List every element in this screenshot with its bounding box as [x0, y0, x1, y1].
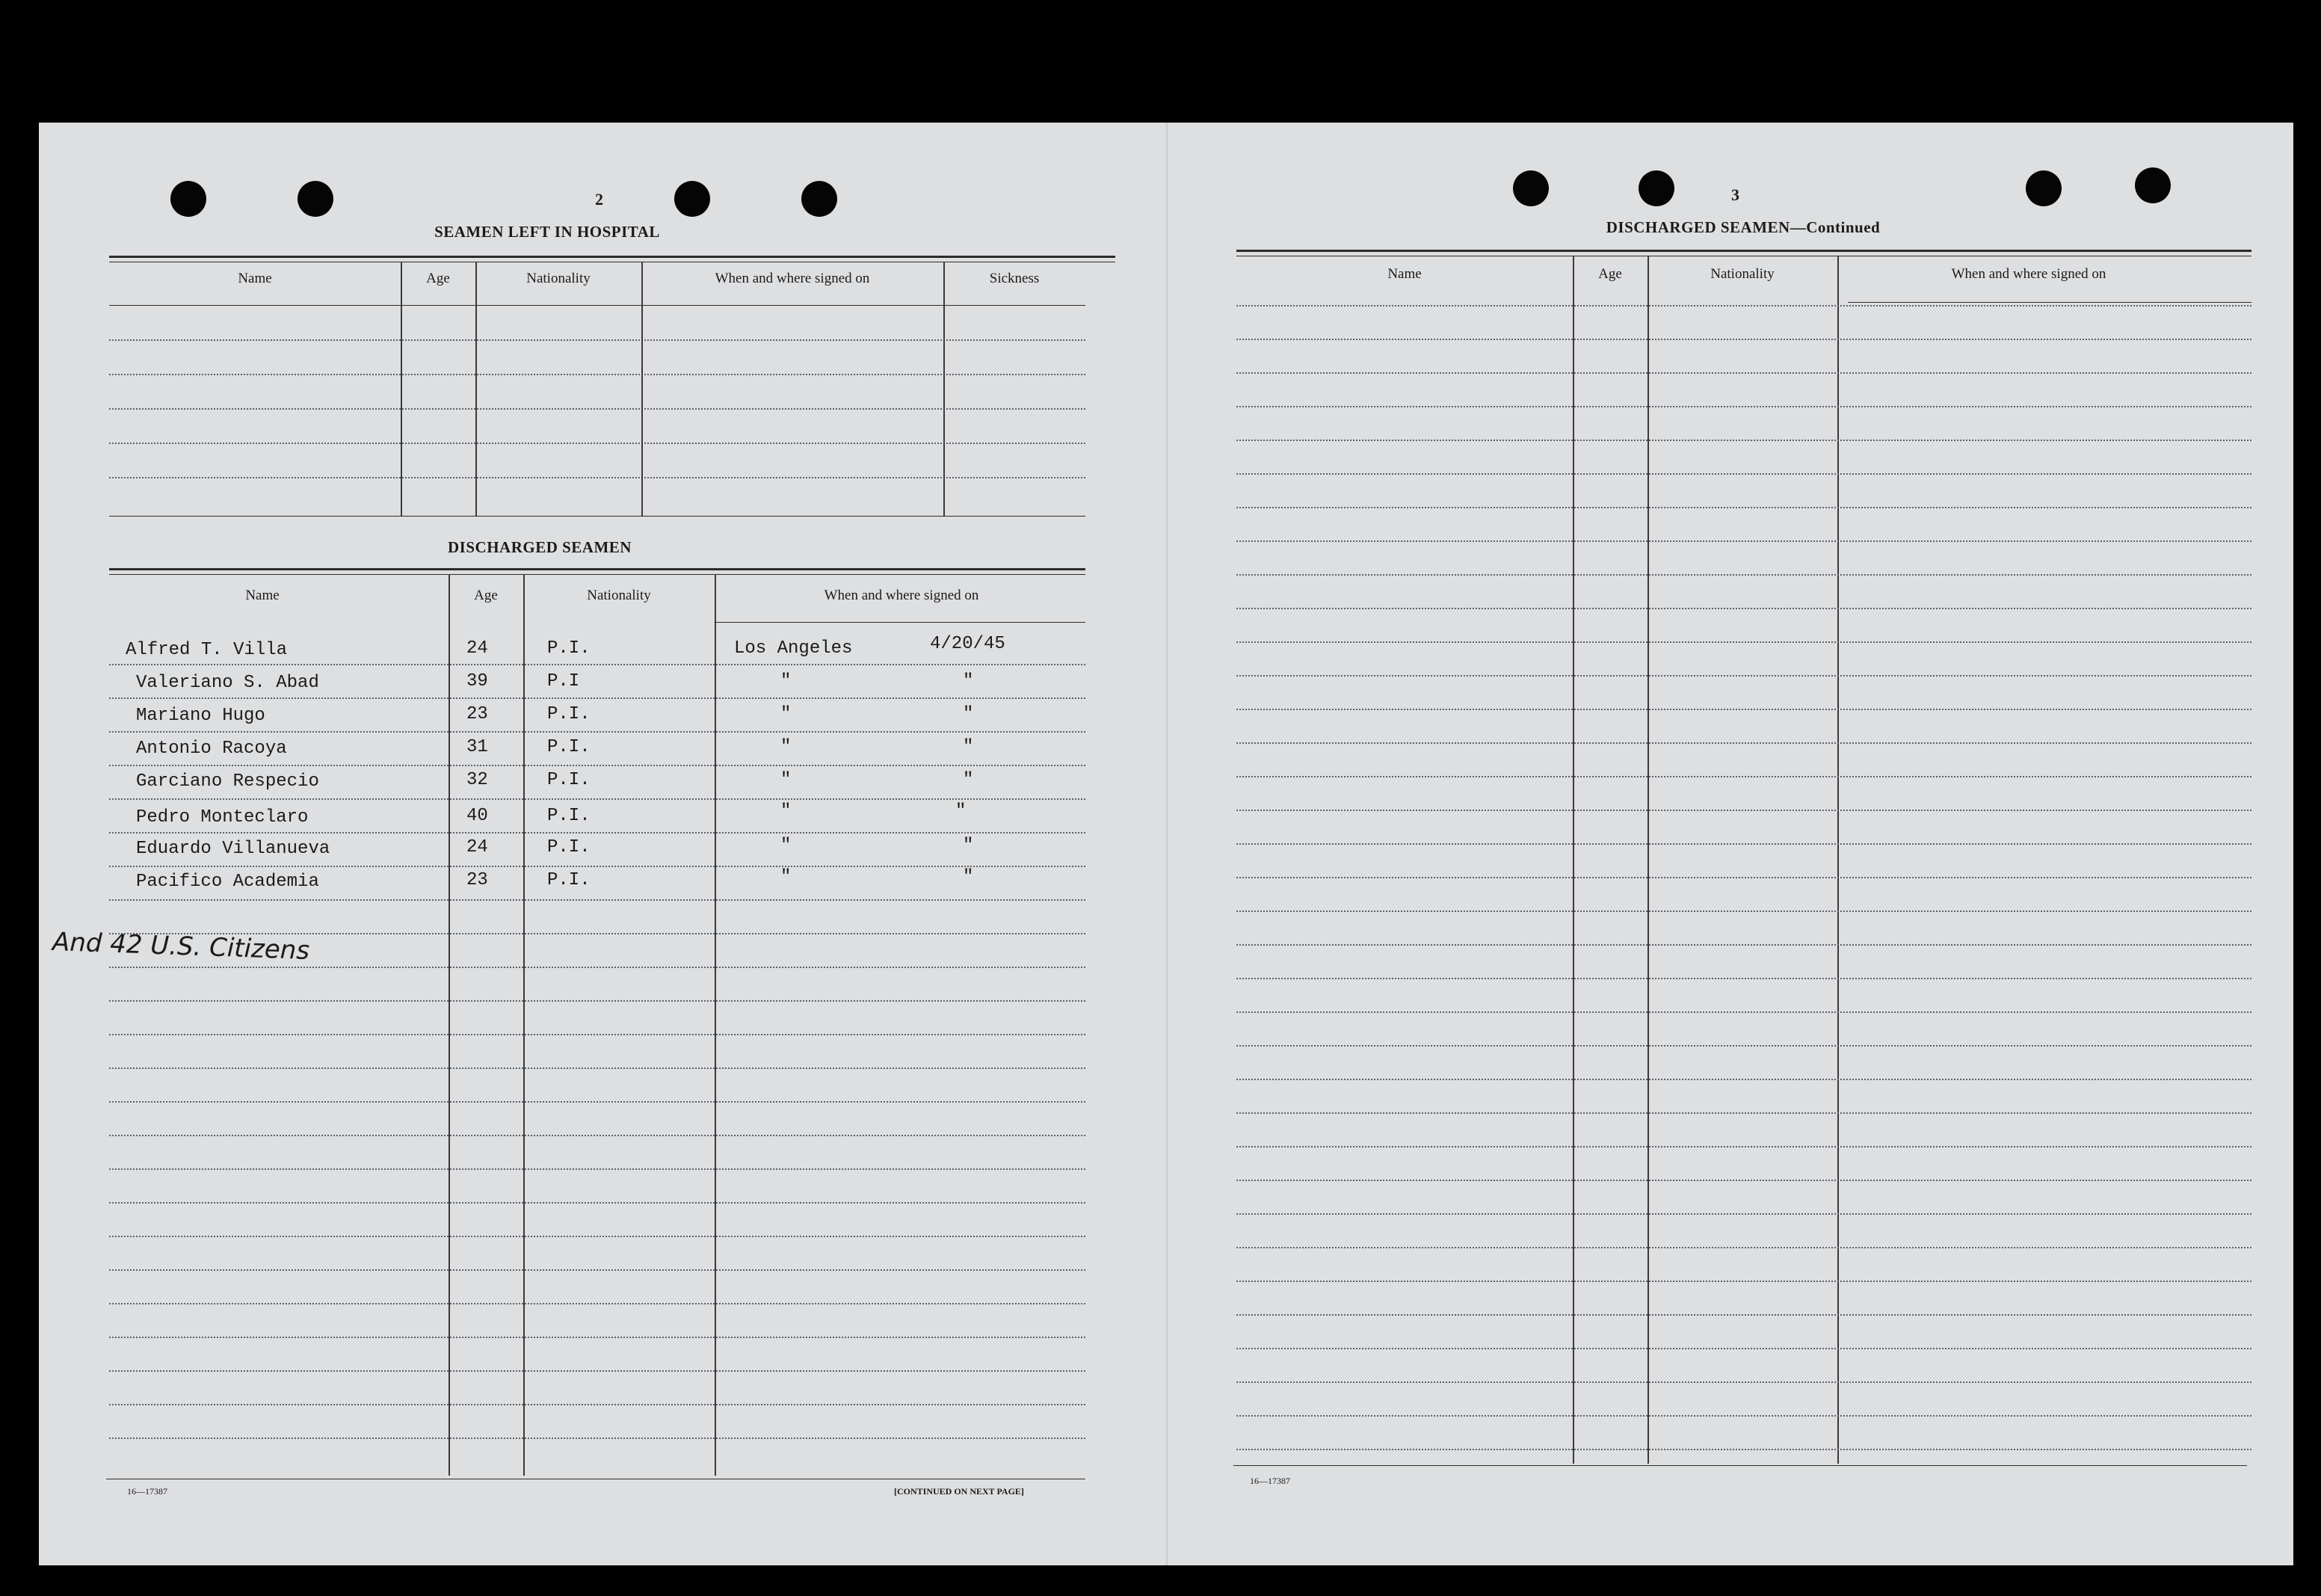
punch-hole	[1513, 170, 1549, 206]
row-line	[109, 697, 1085, 699]
column-header-name: Name	[1387, 266, 1422, 282]
row-line	[1236, 709, 2251, 710]
row-line	[1236, 877, 2251, 878]
signed-on-date: "	[963, 836, 974, 856]
seaman-nationality: P.I	[547, 671, 580, 691]
row-line	[109, 664, 1085, 665]
signed-on-date: "	[963, 770, 974, 790]
seaman-name: Antonio Racoya	[136, 739, 287, 759]
row-line	[1236, 1281, 2251, 1282]
header-rule	[1848, 302, 2251, 303]
seaman-age: 23	[466, 870, 488, 890]
row-line	[1236, 1045, 2251, 1047]
row-line	[1236, 978, 2251, 979]
column-divider	[715, 574, 716, 1476]
row-line	[1236, 1415, 2251, 1417]
seaman-nationality: P.I.	[547, 638, 591, 659]
column-divider	[1837, 256, 1839, 1464]
row-line	[109, 1370, 1085, 1372]
signed-on-place: "	[780, 737, 792, 757]
seaman-nationality: P.I.	[547, 737, 591, 757]
column-divider	[475, 262, 477, 516]
table-rule	[109, 256, 1115, 258]
row-line	[1236, 339, 2251, 340]
punch-hole	[2026, 170, 2062, 206]
header-rule	[715, 622, 1085, 623]
row-line	[109, 967, 1085, 968]
row-line	[1236, 1112, 2251, 1114]
seaman-nationality: P.I.	[547, 704, 591, 724]
seaman-nationality: P.I.	[547, 837, 591, 857]
row-line	[1236, 1314, 2251, 1316]
punch-hole	[298, 181, 333, 217]
row-line	[1236, 1381, 2251, 1383]
row-line	[1236, 1146, 2251, 1147]
discharged-section-title: DISCHARGED SEAMEN	[448, 538, 632, 556]
signed-on-place: Los Angeles	[734, 638, 853, 659]
row-line	[109, 1101, 1085, 1103]
row-line	[109, 866, 1085, 867]
row-line	[1236, 1247, 2251, 1248]
row-line	[1236, 1079, 2251, 1080]
row-line	[109, 1000, 1085, 1002]
seaman-name: Valeriano S. Abad	[136, 673, 319, 693]
row-line	[1236, 675, 2251, 677]
row-line	[109, 339, 1085, 341]
row-line	[1236, 776, 2251, 777]
page-number: 3	[1731, 185, 1739, 204]
row-line	[1236, 507, 2251, 508]
row-line	[1236, 372, 2251, 374]
seaman-age: 23	[466, 704, 488, 724]
row-line	[1236, 1213, 2251, 1215]
row-line	[1236, 574, 2251, 576]
column-divider	[449, 574, 450, 1476]
seaman-age: 24	[466, 837, 488, 857]
row-line	[1236, 1348, 2251, 1349]
page-bottom-rule	[1233, 1465, 2247, 1466]
column-divider	[641, 262, 643, 516]
row-line	[109, 1404, 1085, 1405]
punch-hole	[801, 181, 837, 217]
signed-on-place: "	[780, 867, 792, 887]
signed-on-place: "	[780, 801, 792, 822]
seaman-age: 40	[466, 806, 488, 826]
row-line	[1236, 843, 2251, 845]
column-header-age: Age	[426, 271, 450, 286]
column-header-signed-on: When and where signed on	[1951, 266, 2106, 282]
continued-note: [CONTINUED ON NEXT PAGE]	[894, 1486, 1024, 1497]
column-header-name: Name	[245, 588, 280, 603]
column-header-sickness: Sickness	[989, 271, 1040, 286]
signed-on-date: "	[963, 671, 974, 691]
signed-on-place: "	[780, 671, 792, 691]
continued-section-title: DISCHARGED SEAMEN—Continued	[1606, 218, 1881, 236]
punch-hole	[170, 181, 206, 217]
column-header-name: Name	[238, 271, 272, 286]
row-line	[109, 1034, 1085, 1035]
row-line	[109, 1135, 1085, 1136]
signed-on-date: "	[963, 737, 974, 757]
signed-on-place: "	[780, 704, 792, 724]
seaman-name: Alfred T. Villa	[126, 640, 288, 660]
column-header-age: Age	[474, 588, 498, 603]
form-number: 16—17387	[1250, 1476, 1290, 1486]
row-line	[1236, 1011, 2251, 1013]
row-line	[109, 1337, 1085, 1338]
row-line	[1236, 742, 2251, 744]
row-line	[1236, 1180, 2251, 1181]
handwritten-note: And 42 U.S. Citizens	[52, 927, 310, 966]
row-line	[109, 731, 1085, 733]
seaman-age: 32	[466, 770, 488, 790]
row-line	[1236, 641, 2251, 643]
seaman-name: Mariano Hugo	[136, 706, 265, 726]
row-line	[109, 408, 1085, 410]
row-line	[1236, 440, 2251, 441]
column-divider	[943, 262, 945, 516]
seaman-name: Eduardo Villanueva	[136, 839, 330, 859]
seaman-nationality: P.I.	[547, 870, 591, 890]
column-header-nationality: Nationality	[526, 271, 591, 286]
row-line	[1236, 406, 2251, 407]
row-line	[109, 1236, 1085, 1237]
row-line	[109, 374, 1085, 375]
document-sheet	[39, 123, 2293, 1565]
seaman-name: Pedro Monteclaro	[136, 807, 309, 828]
page-number: 2	[595, 190, 603, 209]
row-line	[109, 899, 1085, 901]
table-rule	[109, 568, 1085, 570]
row-line	[1236, 473, 2251, 475]
seaman-nationality: P.I.	[547, 806, 591, 826]
seaman-age: 24	[466, 638, 488, 659]
punch-hole	[1639, 170, 1674, 206]
row-line	[109, 832, 1085, 834]
column-header-age: Age	[1598, 266, 1622, 282]
column-header-signed-on: When and where signed on	[715, 271, 870, 286]
table-rule	[109, 574, 1085, 575]
row-line	[1236, 1449, 2251, 1450]
seaman-name: Pacifico Academia	[136, 872, 319, 892]
hospital-section-title: SEAMEN LEFT IN HOSPITAL	[434, 223, 660, 241]
row-line	[109, 1438, 1085, 1439]
row-line	[1236, 810, 2251, 811]
punch-hole	[674, 181, 710, 217]
seaman-age: 31	[466, 737, 488, 757]
column-header-signed-on: When and where signed on	[824, 588, 979, 603]
row-line	[109, 1202, 1085, 1204]
seaman-nationality: P.I.	[547, 770, 591, 790]
row-line	[1236, 540, 2251, 542]
row-line	[1236, 608, 2251, 609]
column-header-nationality: Nationality	[1710, 266, 1775, 282]
seaman-name: Garciano Respecio	[136, 771, 319, 792]
row-line	[109, 1067, 1085, 1069]
page-fold	[1166, 123, 1168, 1565]
signed-on-place: "	[780, 770, 792, 790]
table-rule	[1236, 250, 2251, 252]
form-number: 16—17387	[127, 1486, 167, 1497]
punch-hole	[2135, 167, 2171, 203]
row-line	[1236, 305, 2251, 306]
row-line	[109, 1269, 1085, 1271]
row-line	[1236, 911, 2251, 912]
signed-on-date: "	[963, 704, 974, 724]
signed-on-date: "	[955, 801, 967, 822]
column-divider	[523, 574, 525, 1476]
table-bottom-rule	[109, 516, 1085, 517]
column-divider	[1647, 256, 1649, 1464]
row-line	[109, 798, 1085, 800]
header-rule	[109, 305, 1085, 306]
row-line	[109, 477, 1085, 478]
column-header-nationality: Nationality	[587, 588, 651, 603]
column-divider	[401, 262, 402, 516]
column-divider	[1573, 256, 1574, 1464]
seaman-age: 39	[466, 671, 488, 691]
row-line	[1236, 944, 2251, 946]
signed-on-place: "	[780, 836, 792, 856]
row-line	[109, 1168, 1085, 1170]
row-line	[109, 765, 1085, 766]
signed-on-date: "	[963, 867, 974, 887]
signed-on-date: 4/20/45	[930, 634, 1005, 654]
row-line	[109, 1303, 1085, 1304]
row-line	[109, 443, 1085, 444]
